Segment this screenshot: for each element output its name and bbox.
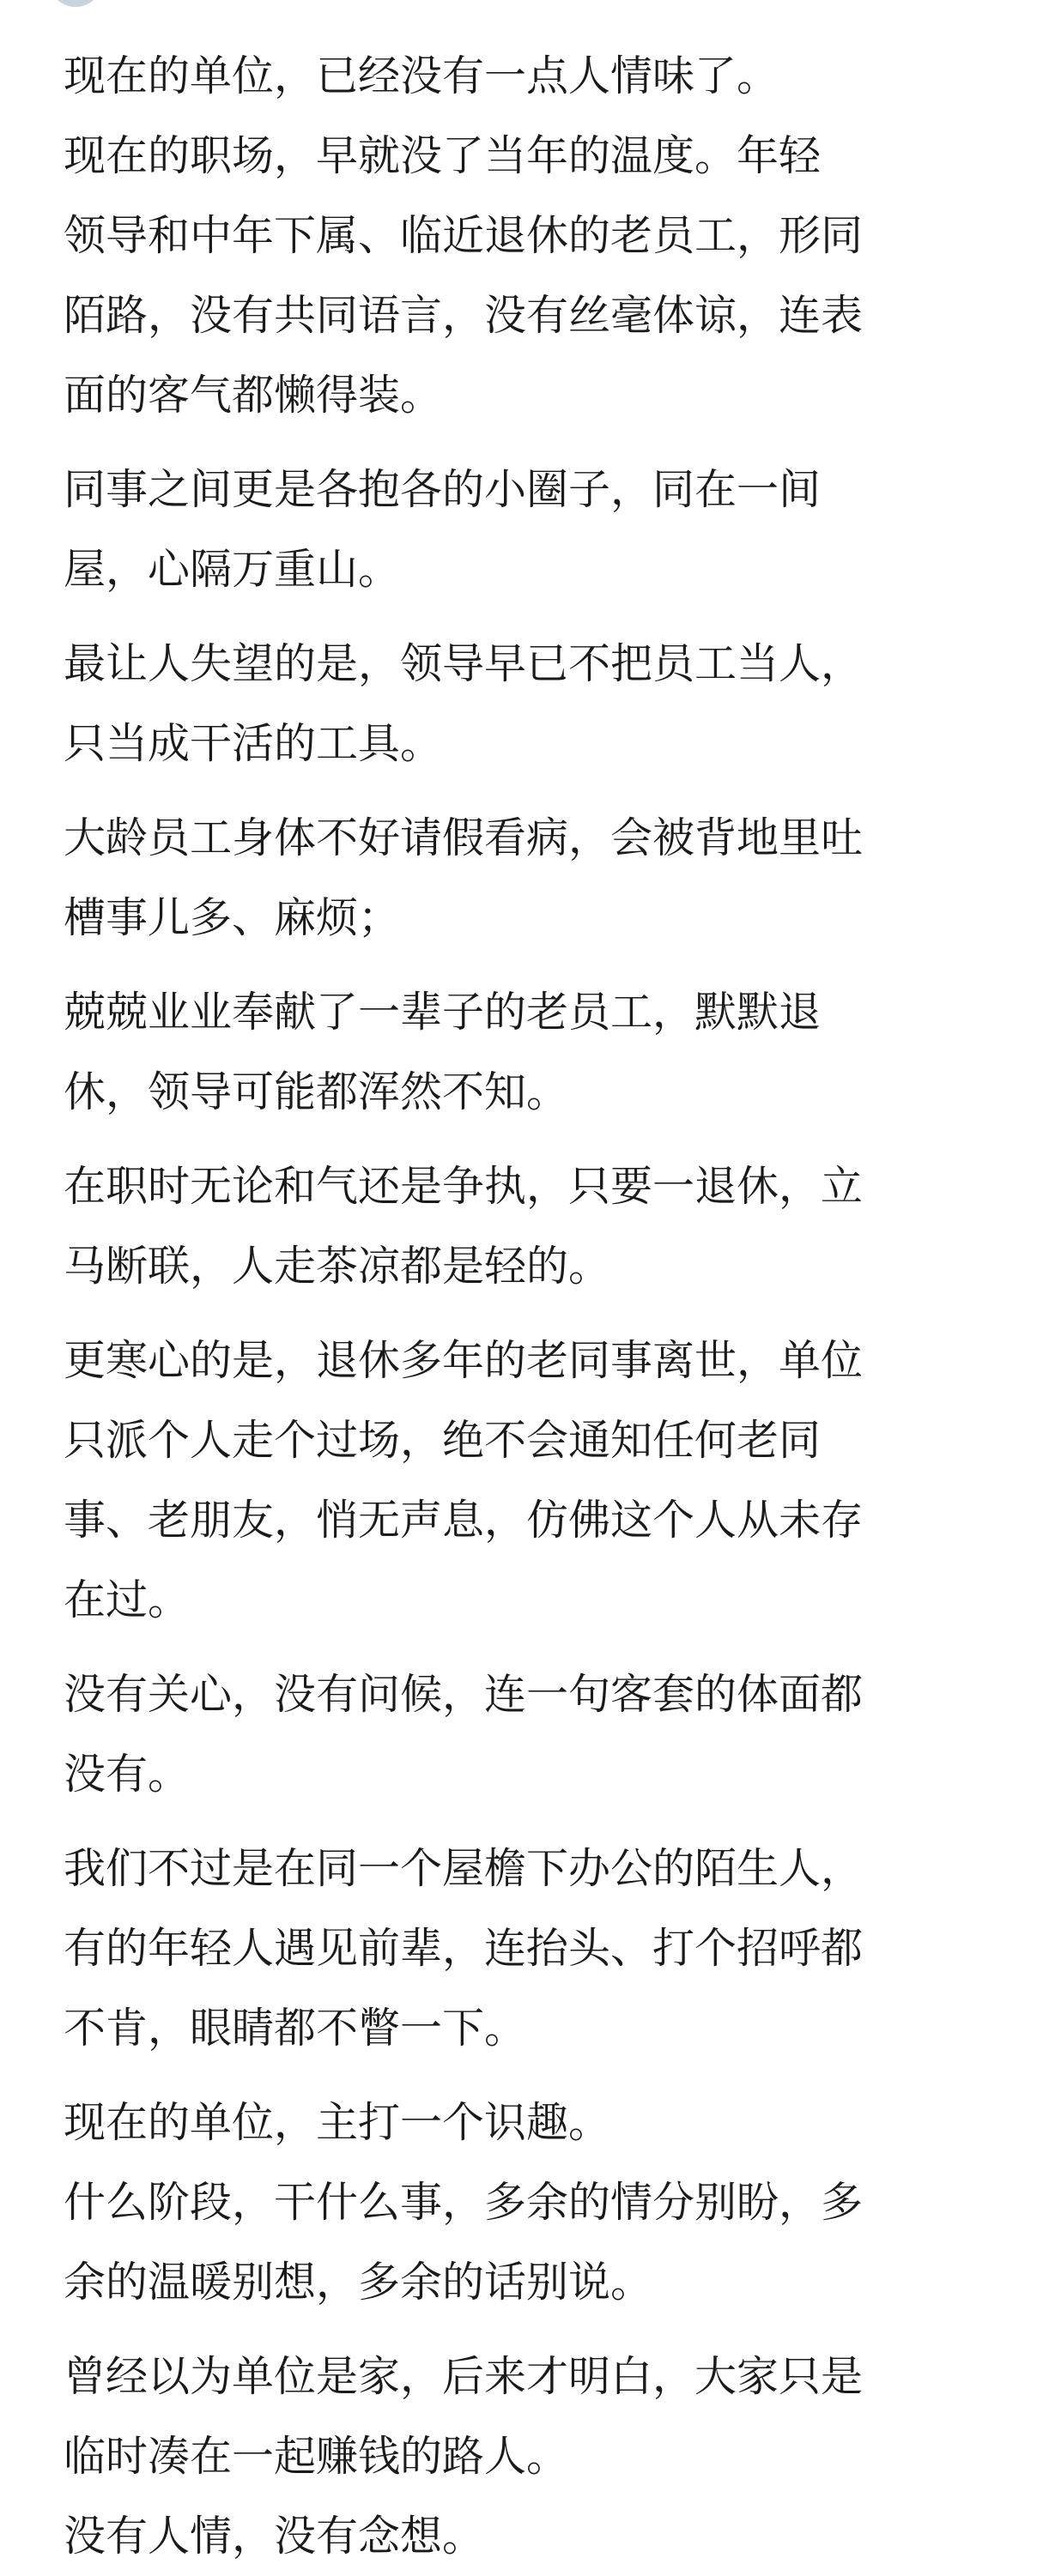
paragraph-4: 大龄员工身体不好请假看病，会被背地里吐 槽事儿多、麻烦；	[64, 813, 864, 942]
paragraph-10: 现在的单位，主打一个识趣。 什么阶段，干什么事，多余的情分别盼，多 余的温暖别想，多余的话别说。	[64, 2098, 864, 2307]
paragraph-1: 现在的单位，已经没有一点人情味了。 现在的职场，早就没了当年的温度。年轻 领导和中年下属、临近退休的老员工，形同 陌路，没有共同语言，没有丝毫体谅，连表 面的客气都懒得装。	[64, 51, 864, 420]
paragraph-5: 兢兢业业奉献了一辈子的老员工，默默退 休，领导可能都浑然不知。	[64, 988, 822, 1116]
paragraph-7: 更寒心的是，退休多年的老同事离世，单位 只派个人走个过场，绝不会通知任何老同 事、老朋友，悄无声息，仿佛这个人从未存 在过。	[64, 1336, 864, 1624]
avatar	[48, 0, 103, 7]
paragraph-11: 曾经以为单位是家，后来才明白，大家只是 临时凑在一起赚钱的路人。 没有人情，没有念想。	[64, 2352, 864, 2561]
post-body	[64, 36, 986, 2576]
paragraph-3: 最让人失望的是，领导早已不把员工当人， 只当成干活的工具。	[64, 639, 864, 768]
paragraph-9: 我们不过是在同一个屋檐下办公的陌生人， 有的年轻人遇见前辈，连抬头、打个招呼都 不肯，眼睛都不瞥一下。	[64, 1844, 864, 2053]
paragraph-6: 在职时无论和气还是争执，只要一退休，立 马断联，人走茶凉都是轻的。	[64, 1162, 864, 1291]
paragraph-2: 同事之间更是各抱各的小圈子，同在一间 屋，心隔万重山。	[64, 465, 822, 594]
paragraph-8: 没有关心，没有问候，连一句客套的体面都 没有。	[64, 1670, 864, 1799]
